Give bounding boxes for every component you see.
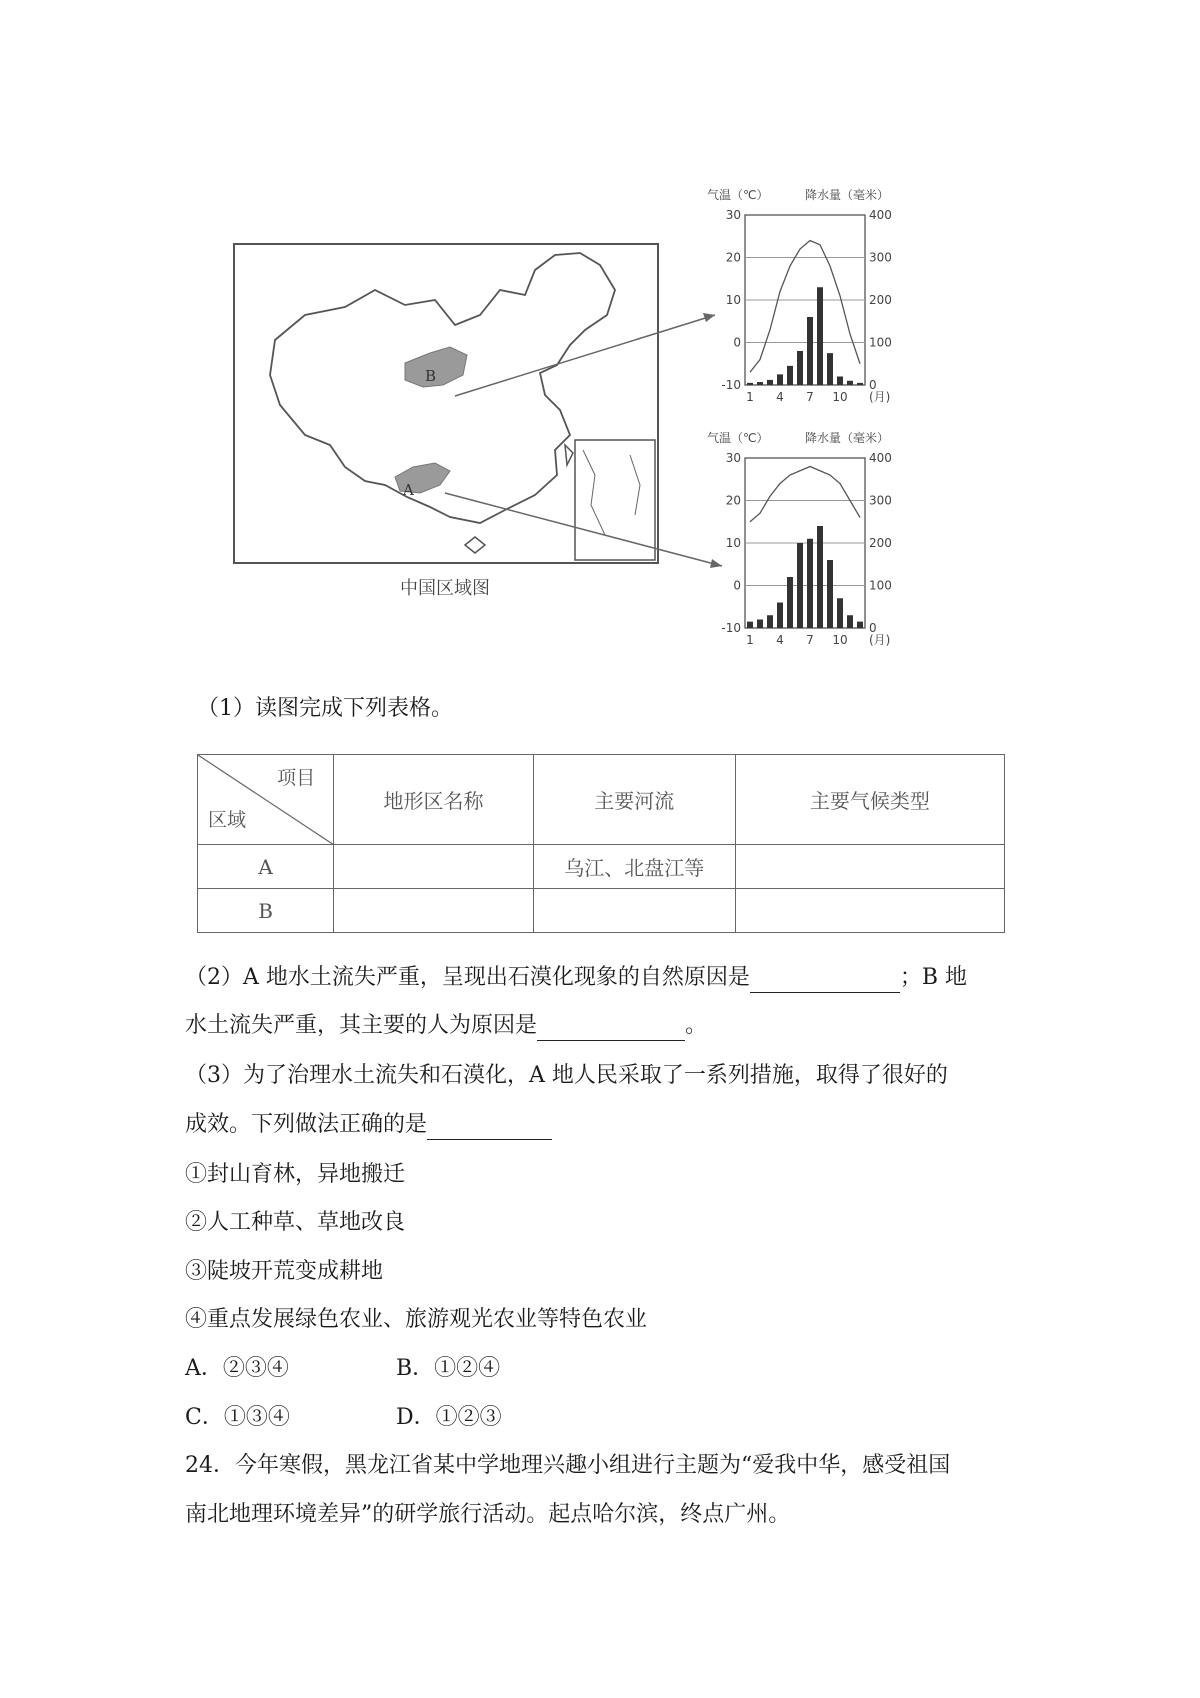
precip-bar-8 <box>817 526 823 628</box>
row-a-climate-cell[interactable] <box>735 845 1004 889</box>
precip-tick-label: 200 <box>869 536 892 550</box>
option-4: ④重点发展绿色农业、旅游观光农业等特色农业 <box>185 1307 648 1332</box>
temp-tick-label: 10 <box>725 536 741 550</box>
question-2-text-4: 。 <box>685 1013 708 1038</box>
question-24-line-2: 南北地理环境差异”的研学旅行活动。起点哈尔滨，终点广州。 <box>185 1502 791 1527</box>
temp-tick-label: 0 <box>733 335 741 350</box>
map-caption: 中国区域图 <box>400 578 490 599</box>
month-tick-label: 4 <box>776 390 784 404</box>
precip-bar-12 <box>857 622 863 628</box>
row-b-terrain-cell[interactable] <box>334 889 534 933</box>
question-24-line-1: 24．今年寒假，黑龙江省某中学地理兴趣小组进行主题为“爱我中华，感受祖国 <box>185 1453 951 1478</box>
temperature-line <box>750 467 860 522</box>
answer-table <box>197 754 1005 933</box>
precip-tick-label: 300 <box>869 493 892 508</box>
col-header-terrain: 地形区名称 <box>334 755 534 845</box>
choice-a[interactable]: A．②③④ <box>185 1356 289 1381</box>
right-axis-title: 降水量（毫米） <box>805 431 890 445</box>
choice-c[interactable]: C．①③④ <box>185 1405 290 1430</box>
question-2-line-2 <box>185 1011 707 1041</box>
question-2-line-1 <box>185 963 967 993</box>
precip-bar-3 <box>767 380 773 385</box>
precip-tick-label: 400 <box>869 208 892 222</box>
precip-tick-label: 100 <box>869 335 892 350</box>
region-b-label: B <box>425 367 437 385</box>
question-2-text-2: ；B 地 <box>899 965 968 990</box>
col-header-climate: 主要气候类型 <box>735 755 1004 845</box>
corner-item-label: 项目 <box>277 767 316 789</box>
choice-d[interactable]: D．①②③ <box>396 1405 502 1430</box>
region-a-label: A <box>403 481 414 499</box>
precip-bar-12 <box>857 383 863 385</box>
question-3-text: 成效。下列做法正确的是 <box>185 1112 428 1137</box>
precip-bar-6 <box>797 543 803 628</box>
option-3: ③陡坡开荒变成耕地 <box>185 1259 384 1284</box>
option-2: ②人工种草、草地改良 <box>185 1210 406 1235</box>
precip-bar-10 <box>837 377 843 386</box>
month-tick-label: (月) <box>869 390 891 404</box>
month-tick-label: 1 <box>746 633 754 647</box>
precip-bar-5 <box>787 366 793 385</box>
question-3-line-2 <box>185 1110 552 1140</box>
precip-bar-7 <box>807 539 813 628</box>
row-b-river-cell[interactable] <box>533 889 735 933</box>
answer-blank-human-cause[interactable] <box>537 1016 685 1041</box>
question-1: （1）读图完成下列表格。 <box>197 696 453 721</box>
precip-bar-9 <box>827 353 833 385</box>
arrow-a-line <box>445 493 722 566</box>
corner-region-label: 区域 <box>208 809 247 831</box>
climate-chart-a <box>705 428 935 658</box>
precip-bar-2 <box>757 620 763 629</box>
temp-tick-label: -10 <box>721 378 741 392</box>
month-tick-label: 7 <box>806 633 814 647</box>
choice-b[interactable]: B．①②④ <box>396 1356 501 1381</box>
temp-tick-label: 0 <box>733 578 741 593</box>
temp-tick-label: 30 <box>725 451 741 465</box>
temp-tick-label: 10 <box>725 293 741 307</box>
precip-bar-2 <box>757 382 763 385</box>
precip-tick-label: 400 <box>869 451 892 465</box>
month-tick-label: 7 <box>806 390 814 404</box>
precip-bar-7 <box>807 317 813 385</box>
precip-tick-label: 300 <box>869 250 892 265</box>
month-tick-label: 10 <box>832 633 848 647</box>
temp-tick-label: 30 <box>725 208 741 222</box>
precip-bar-1 <box>747 383 753 385</box>
precip-bar-8 <box>817 287 823 385</box>
arrow-b-line <box>455 315 715 396</box>
temp-tick-label: 20 <box>725 493 741 508</box>
climate-chart-b <box>705 185 935 415</box>
month-tick-label: (月) <box>869 633 891 647</box>
question-2-text-3: 水土流失严重，其主要的人为原因是 <box>185 1013 538 1038</box>
left-axis-title: 气温（℃） <box>707 188 769 202</box>
precip-bar-9 <box>827 560 833 628</box>
month-tick-label: 1 <box>746 390 754 404</box>
answer-blank-natural-cause[interactable] <box>750 968 900 993</box>
temp-tick-label: 20 <box>725 250 741 265</box>
row-a-label: A <box>198 845 334 889</box>
question-2-text-1: （2）A 地水土流失严重，呈现出石漠化现象的自然原因是 <box>185 965 750 990</box>
precip-tick-label: 0 <box>869 621 877 635</box>
precip-tick-label: 200 <box>869 293 892 307</box>
temp-tick-label: -10 <box>721 621 741 635</box>
col-header-river: 主要河流 <box>533 755 735 845</box>
corner-cell <box>198 755 334 845</box>
precip-bar-10 <box>837 598 843 628</box>
row-a-terrain-cell[interactable] <box>334 845 534 889</box>
left-axis-title: 气温（℃） <box>707 431 769 445</box>
month-tick-label: 4 <box>776 633 784 647</box>
precip-bar-3 <box>767 615 773 628</box>
precip-tick-label: 100 <box>869 578 892 593</box>
answer-blank-q3[interactable] <box>427 1115 552 1140</box>
question-3-line-1: （3）为了治理水土流失和石漠化，A 地人民采取了一系列措施，取得了很好的 <box>185 1063 948 1088</box>
right-axis-title: 降水量（毫米） <box>805 188 890 202</box>
row-b-label: B <box>198 889 334 933</box>
precip-bar-11 <box>847 615 853 628</box>
month-tick-label: 10 <box>832 390 848 404</box>
option-1: ①封山育林，异地搬迁 <box>185 1162 406 1187</box>
precip-bar-5 <box>787 577 793 628</box>
precip-bar-11 <box>847 381 853 385</box>
row-a-river-cell: 乌江、北盘江等 <box>533 845 735 889</box>
pointer-arrows <box>0 0 1200 700</box>
precip-bar-4 <box>777 374 783 385</box>
temperature-line <box>750 241 860 373</box>
precip-bar-1 <box>747 622 753 628</box>
row-b-climate-cell[interactable] <box>735 889 1004 933</box>
precip-bar-6 <box>797 351 803 385</box>
precip-tick-label: 0 <box>869 378 877 392</box>
precip-bar-4 <box>777 603 783 629</box>
